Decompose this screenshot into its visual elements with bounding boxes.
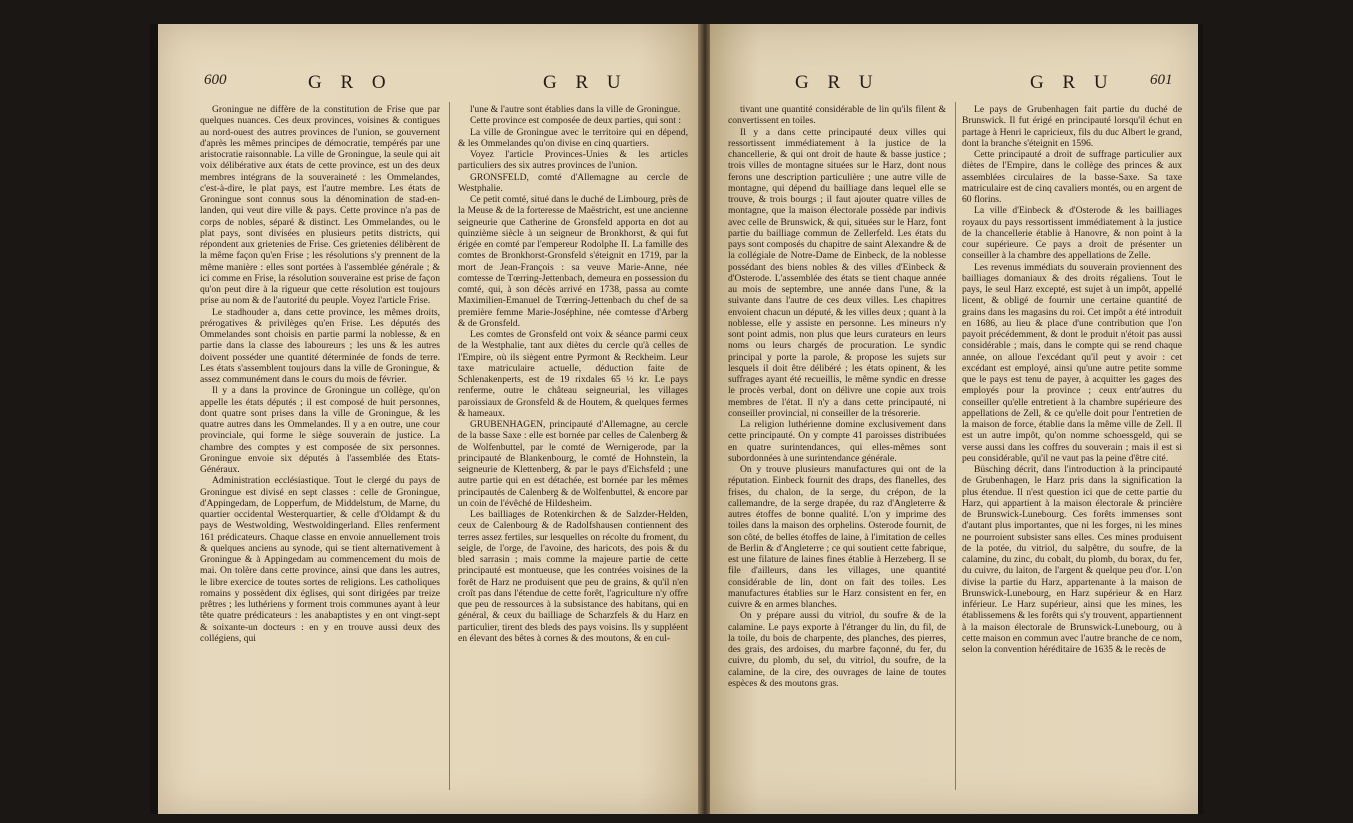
column-divider bbox=[955, 102, 956, 790]
paragraph: l'une & l'autre sont établies dans la ville de Groningue. bbox=[470, 104, 681, 115]
running-head-gru-left: G R U bbox=[543, 72, 628, 93]
paragraph: Administration ecclésiastique. Tout le clergé du pays de Groningue est divisé en sept classes : celle de Groningue, d'Appingedam, de Lopperfum, de Middelstum, de Marne, du quartier occidental Westerquartier, & celle d'Oldampt & du pays de Westwolding, Westwoldingerland. Elles renferment 161 prédicateurs. Chaque classe en envoie annuellement trois & quelques anciens au synode, qui se tient alternativement à Groningue & à Appingedam au commencement du mois de mai. On tolère dans cette province, ainsi que dans les autres, le libre exercice de toutes sortes de religions. Les catholiques romains y possèdent dix églises, qui sont dirigées par treize prêtres ; les luthériens y forment trois communes ayant à leur tête quatre prédicateurs : les anabaptistes y en ont vingt-sept & soixante-un docteurs : en y en trouve aussi deux des collégiens, qui bbox=[200, 475, 440, 644]
paragraph: Il y a dans la province de Groningue un collège, qu'on appelle les états députés ; il est composé de huit personnes, dont quatre sont prises dans la ville de Groningue, & les quatre autres dans les Ommelandes. Il y a en outre, une cour provinciale, qui forme le siège souverain de justice. La chambre des comptes y est composée de six personnes. Groningue envoie six députés à l'assemblée des Etats-Généraux. bbox=[200, 385, 440, 475]
book-spread bbox=[150, 24, 1203, 814]
running-head-gro: G R O bbox=[308, 72, 393, 93]
paragraph: GRUBENHAGEN, principauté d'Allemagne, au cercle de la basse Saxe : elle est bornée par celles de Calenberg & de Wolfenbuttel, par le comté de Wernigerode, par la principauté de Blankenbourg, le comté de Hohnstein, la seigneurie de Klettenberg, & par le pays d'Eichsfeld ; une autre partie qui en est détachée, est bornée par les mêmes principautés de Calenberg & de Wolfenbuttel, & encore par un coin de l'évêché de Hildesheim. bbox=[458, 419, 688, 509]
running-head-gru-right-2: G R U bbox=[1030, 72, 1115, 93]
left-page-header bbox=[158, 72, 703, 94]
paragraph: Les revenus immédiats du souverain proviennent des bailliages domaniaux & des droits régaliens. Tout le pays, le seul Harz excepté, est sujet à un impôt, appellé licent, & obligé de fournir une certaine quantité de grains dans les magasins du roi. Cet impôt a été introduit en 1686, au lieu & place d'une contribution que l'on payoit précédemment, & dont le produit n'étoit pas aussi considérable ; mais, dans le compte qui se rend chaque année, on alloue l'excédant qu'il peut y avoir : cet excédant est employé, ainsi qu'une autre petite somme que le pays est tenu de payer, à acquitter les gages des employés pour la province ; ceux entr'autres du conseiller qu'elle entretient à la chambre supérieure des appellations de Zell, & ce qu'elle doit pour l'entretien de la maison de force, établie dans la même ville de Zell. Il est un autre impôt, qu'on nomme schoessgeld, qui se verse aussi dans les coffres du souverain ; mais il est si peu considérable, qu'il ne vaut pas la peine d'être cité. bbox=[962, 261, 1182, 464]
right-page-column-2 bbox=[962, 104, 1182, 804]
paragraph: La religion luthérienne domine exclusivement dans cette principauté. On y compte 41 paroisses distribuées en quatre surintendances, qui elles-mêmes sont subordonnées à une surintendance générale. bbox=[728, 419, 946, 464]
paragraph: GRONSFELD, comté d'Allemagne au cercle de Westphalie. bbox=[458, 171, 688, 194]
running-head-gru-right-1: G R U bbox=[795, 72, 880, 93]
paragraph: La ville d'Einbeck & d'Osterode & les bailliages royaux du pays ressortissent immédiatement à la justice de la chancellerie établie à Hanovre, & non point à la cour supérieure. Ce pays a droit de présenter un conseiller à la chambre des appellations de Zelle. bbox=[962, 205, 1182, 262]
paragraph: Il y a dans cette principauté deux villes qui ressortissent immédiatement à la justice de la chancellerie, & qui ont droit de haute & basse justice ; trois villes de montagne situées sur le Harz, dont nous ferons une description particulière ; une autre ville de montagne, qui dépend du bailliage dans lequel elle se trouve, & trois bourgs ; il faut ajouter quatre villes de montagne, que la maison électorale possède par indivis avec celle de Brunswick, & qui, situées sur le Harz, font partie du bailliage commun de Zellerfeld. Les états du pays sont composés du chapitre de saint Alexandre & de la collégiale de Notre-Dame de Einbeck, de la noblesse possédant des biens nobles & des villes d'Einbeck & d'Osterode. L'assemblée des états se tient chaque année au mois de septembre, une année dans l'une, & la suivante dans l'autre de ces deux villes. Les chapitres envoient chacun un député, & les villes deux ; quant à la noblesse, elle y assiste en personne. Les mineurs n'y sont point admis, non plus que leurs curateurs en leurs noms ou leurs chargés de procuration. Le syndic principal y porte la parole, & propose les sujets sur lesquels il doit être délibéré ; les états opinent, & les suffrages ayant été recueillis, le même syndic en dresse le procès verbal, dont on délivre une copie aux trois membres de l'état. Il n'y a dans cette principauté, ni conseiller provincial, ni conseiller de la trésorerie. bbox=[728, 126, 946, 419]
paragraph: Le stadhouder a, dans cette province, les mêmes droits, prérogatives & privilèges qu'en Frise. Les députés des Ommelandes sont choisis en partie parmi la noblesse, & en partie dans la classe des laboureurs ; les uns & les autres doivent posséder une quantité déterminée de fonds de terre. Les états s'assemblent toujours dans la ville de Groningue, & assez communément dans le cours du mois de février. bbox=[200, 306, 440, 385]
right-page-header bbox=[710, 72, 1198, 94]
paragraph: Cette principauté a droit de suffrage particulier aux diètes de l'Empire, dans le collège des princes & aux assemblées circulaires de la basse-Saxe. Sa taxe matriculaire est de cinq cavaliers montés, ou en argent de 60 florins. bbox=[962, 149, 1182, 205]
paragraph: Voyez l'article Provinces-Unies & les articles particuliers des six autres provinces de l'union. bbox=[458, 149, 688, 172]
paragraph: Cette province est composée de deux parties, qui sont : bbox=[470, 115, 682, 127]
paragraph: Le pays de Grubenhagen fait partie du duché de Brunswick. Il fut érigé en principauté lorsqu'il échut en partage à Henri le capricieux, fils du duc Albert le grand, dont la branche s'éteignit en 1596. bbox=[962, 104, 1182, 149]
page-number-left: 600 bbox=[204, 72, 227, 88]
paragraph: On y prépare aussi du vitriol, du soufre & de la calamine. Le pays exporte à l'étranger du lin, du fil, de la toile, du bois de charpente, des planches, des pierres, des grais, des ardoises, du marbre façonné, du fer, du cuivre, du plomb, du sel, du vitriol, du soufre, de la calamine, de la cire, des ouvrages de laine de toutes espèces & des moutons gras. bbox=[728, 610, 946, 689]
left-page-column-2 bbox=[458, 104, 688, 804]
left-page-column-1 bbox=[200, 104, 440, 804]
paragraph: Büsching décrit, dans l'introduction à la principauté de Grubenhagen, le Harz pris dans la signification la plus étendue. Il n'est question ici que de cette partie du Harz, qui appartient à la maison électorale & princière de Brunswick-Lunebourg. Ces forêts immenses sont d'autant plus importantes, que ni les forges, ni les mines ne pourroient subsister sans elles. Ces mines produisent de la potée, du vitriol, du salpêtre, du soufre, de la calamine, du zinc, du cobalt, du plomb, du borax, du fer, du cuivre, du laiton, de l'argent & quelque peu d'or. L'on divise la partie du Harz, appartenante à la maison de Brunswick-Lunebourg, en Harz supérieur & en Harz inférieur. Le Harz supérieur, ainsi que les mines, les établissemens & les forêts qui s'y trouvent, appartiennent à la maison électorale de Brunswick-Lunebourg, ou à cette maison en commun avec l'autre branche de ce nom, selon la convention héréditaire de 1635 & le recès de bbox=[962, 464, 1182, 655]
paragraph: tivant une quantité considérable de lin qu'ils filent & convertissent en toiles. bbox=[728, 104, 946, 127]
paragraph: Groningue ne diffère de la constitution de Frise que par quelques nuances. Ces deux provinces, voisines & contigues au nord-ouest des autres provinces de l'union, se gouvernent d'après les mêmes principes de démocratie, tempérés par une aristocratie raisonnable. La ville de Groningue, la seule qui ait voix délibérative aux états de cette province, est un des deux membres intégrans de la souveraineté : les Ommelandes, c'est-à-dire, le plat pays, est l'autre membre. Les états de Groningue sont connus sous la dénomination de stad-en-landen, qui veut dire ville & pays. Cette province n'a pas de corps de nobles, séparé & distinct. Les Ommelandes, ou le plat pays, sont divisées en plusieurs petits districts, qui répondent aux grietenies de Frise. Ces grietenies délibèrent de la même façon qu'en Frise ; les résolutions s'y prennent de la même manière : elles sont portées à l'assemblée générale ; & ici comme en Frise, la résolution souveraine est prise de façon qu'on peut dire à la rigueur que cette résolution est toujours prise au nom & de l'autorité du peuple. Voyez l'article Frise. bbox=[200, 104, 440, 307]
page-number-right: 601 bbox=[1150, 72, 1173, 88]
paragraph: Les comtes de Gronsfeld ont voix & séance parmi ceux de la Westphalie, tant aux diètes du cercle qu'à celles de l'Empire, où ils siègent entre Pyrmont & Reckheim. Leur taxe matriculaire actuelle, déduction faite de Schlenakenperts, est de 19 rixdales 65 ½ kr. Le pays renferme, outre le château seigneurial, les villages paroissiaux de Gronsfeld & de Houtem, & quelques fermes & hameaux. bbox=[458, 329, 688, 419]
paragraph: Les bailliages de Rotenkirchen & de Salzder-Helden, ceux de Calenbourg & de Radolfshausen contiennent des terres assez fertiles, sur lesquelles on récolte du froment, du seigle, de l'orge, de l'avoine, des haricots, des pois & du bled sarrasin ; mais comme la majeure partie de cette principauté est montueuse, que les contrées voisines de la forêt de Harz ne produisent que peu de grains, & qu'il n'en croît pas dans l'étendue de cette forêt, l'agriculture n'y offre que peu de ressources à la subsistance des habitans, qui en général, & ceux du bailliage de Scharzfels & du Harz en particulier, tirent des bleds des pays voisins. Ils y suppléent en élevant des bêtes à cornes & des moutons, & en cul- bbox=[458, 509, 688, 644]
column-divider bbox=[449, 102, 450, 790]
right-page bbox=[710, 24, 1198, 814]
paragraph: Ce petit comté, situé dans le duché de Limbourg, près de la Meuse & de la forteresse de Maëstricht, est une ancienne seigneurie que Catherine de Gronsfeld apporta en dot au quinzième siècle à un seigneur de Bronkhorst, & qui fut érigée en comté par l'empereur Rodolphe II. La famille des comtes de Bronkhorst-Gronsfeld s'éteignit en 1719, par la mort de Jean-François : sa veuve Marie-Anne, née comtesse de Tœrring-Jettenbach, demeura en possession du comté, qui, à son décès arrivé en 1738, passa au comte Maximilien-Emanuel de Tœrring-Jettenbach du chef de sa première femme Marie-Joséphine, née comtesse d'Arberg & de Gronsfeld. bbox=[458, 194, 688, 329]
left-page bbox=[158, 24, 703, 814]
paragraph: La ville de Groningue avec le territoire qui en dépend, & les Ommelandes qu'on divise en cinq quartiers. bbox=[458, 126, 688, 149]
paragraph: On y trouve plusieurs manufactures qui ont de la réputation. Einbeck fournit des draps, des flanelles, des frises, du chalon, de la serge, du crépon, de la callemandre, de la serge drapée, du raz d'Angleterre & autres étoffes de bonne qualité. L'on y imprime des toiles dans la maison des orphelins. Osterode fournit, de son côté, de belles étoffes de laine, à l'imitation de celles de Berlin & d'Angleterre ; ce qui soutient cette fabrique, est une filature de laines fines établie à Herzeberg. Il se file d'ailleurs, dans les villages, une quantité considérable de lin, dont on fait des toiles. Les manufactures établies sur le Harz consistent en fer, en cuivre & en armes blanches. bbox=[728, 464, 946, 610]
right-page-column-1 bbox=[728, 104, 946, 804]
